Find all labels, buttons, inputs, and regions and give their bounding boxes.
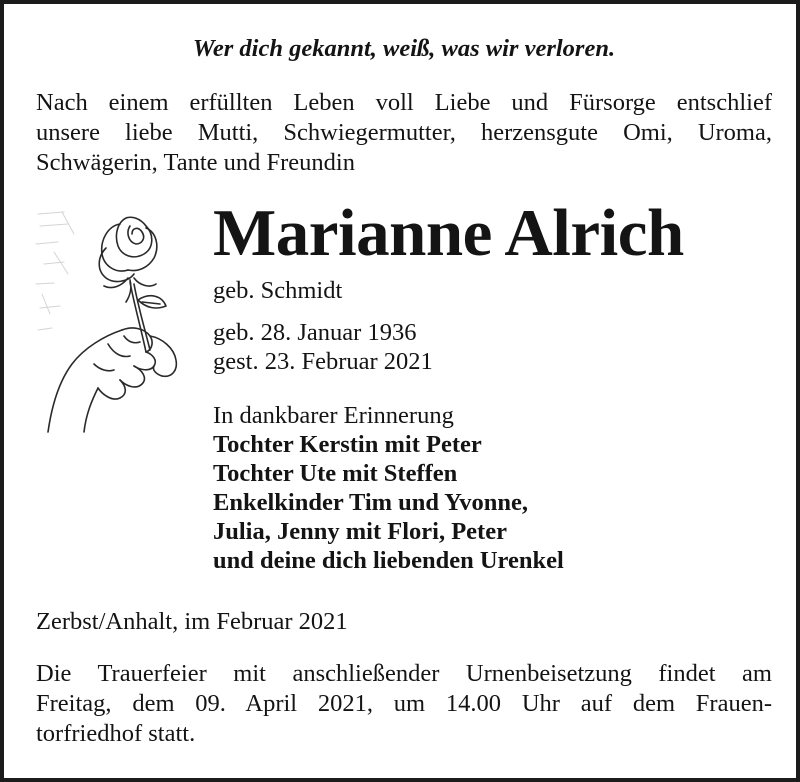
- intro-line: Nach einem erfüllten Leben voll Liebe und Fürsorge entschlief: [36, 89, 772, 116]
- mourner-line: und deine dich liebenden Urenkel: [213, 547, 564, 574]
- intro-paragraph: [36, 88, 772, 178]
- mourner-line: Julia, Jenny mit Flori, Peter: [213, 518, 507, 545]
- place-date: Zerbst/Anhalt, im Februar 2021: [36, 608, 348, 635]
- death-date: gest. 23. Februar 2021: [213, 348, 433, 375]
- funeral-line: torfriedhof statt.: [36, 720, 196, 747]
- maiden-name: geb. Schmidt: [213, 277, 343, 304]
- intro-line: Schwägerin, Tante und Freundin: [36, 149, 355, 176]
- motto-line: Wer dich gekannt, weiß, was wir verloren.: [192, 35, 616, 62]
- mourner-line: Tochter Kerstin mit Peter: [213, 431, 482, 458]
- funeral-line: Die Trauerfeier mit anschließender Urnenbeisetzung findet am: [36, 660, 772, 687]
- mourners-block: [213, 401, 564, 575]
- mourner-line: Enkelkinder Tim und Yvonne,: [213, 489, 529, 516]
- mourner-line: Tochter Ute mit Steffen: [213, 460, 458, 487]
- memory-heading: In dankbarer Erinnerung: [213, 402, 454, 429]
- funeral-line: Freitag, dem 09. April 2021, um 14.00 Uhr auf dem Frauen-: [36, 690, 772, 717]
- deceased-name: Marianne Alrich: [213, 196, 684, 270]
- birth-date: geb. 28. Januar 1936: [213, 319, 417, 346]
- intro-line: unsere liebe Mutti, Schwiegermutter, herzensgute Omi, Uroma,: [36, 119, 772, 146]
- life-dates: [213, 318, 433, 376]
- funeral-paragraph: [36, 659, 772, 749]
- rose-in-hand-drawing-icon: [34, 204, 186, 436]
